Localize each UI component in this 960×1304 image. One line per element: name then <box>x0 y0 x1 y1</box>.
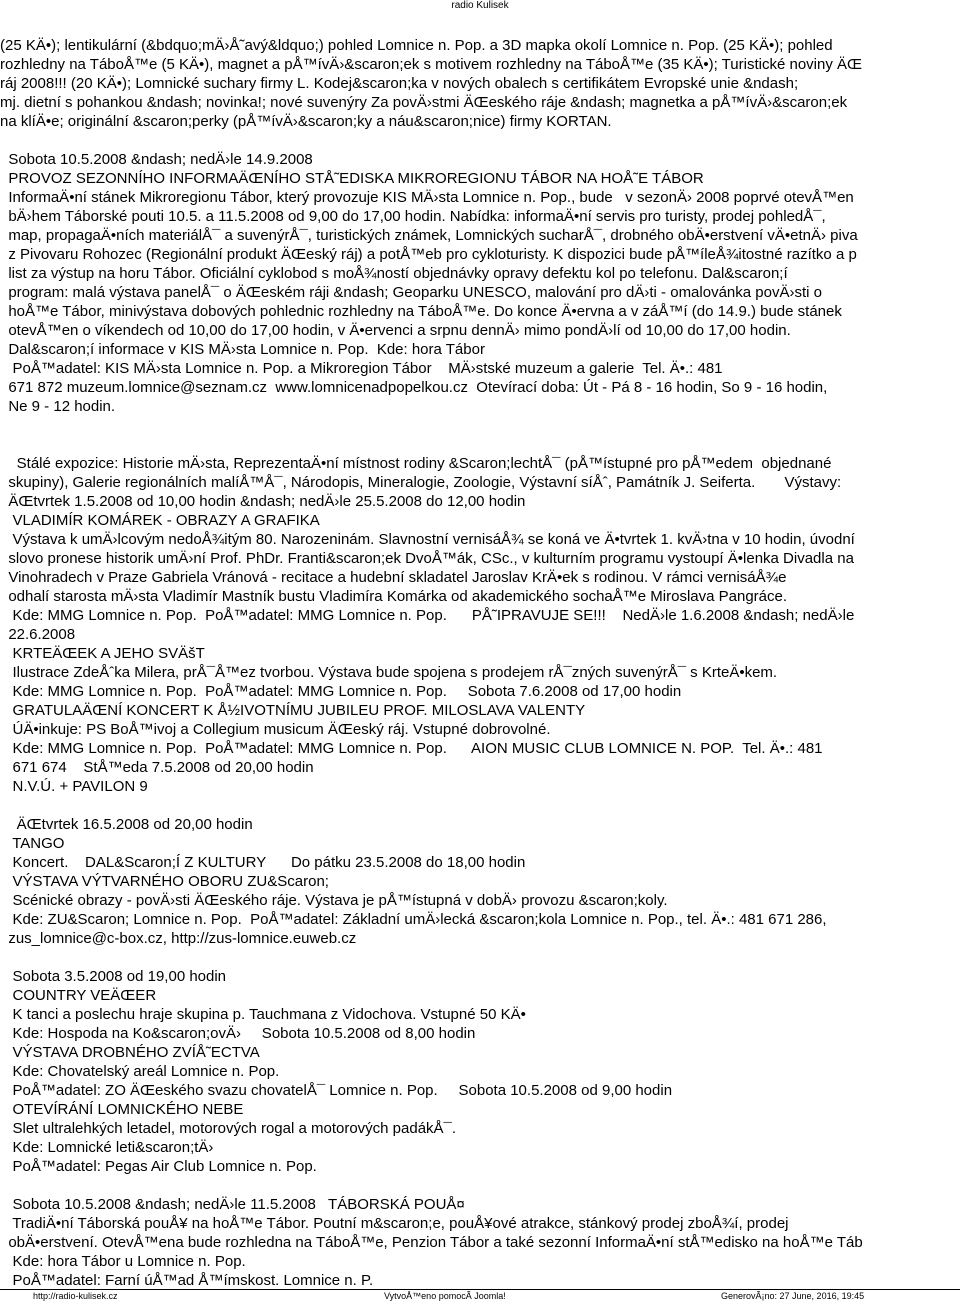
text-line: Stálé expozice: Historie mÄ›sta, ReprezentaÄ•ní místnost rodiny &Scaron;lechtÅ¯ (pÅ™ístupné pro pÅ™edem objednané <box>0 455 832 472</box>
text-line: KRTEÄŒEK A JEHO SVÄšT <box>0 645 205 662</box>
text-line: otevÅ™en o víkendech od 10,00 do 17,00 hodin, v Ä•ervenci a srpnu dennÄ› mimo pondÄ›lí od 10,00 do 17,00 hodin. <box>0 322 791 339</box>
text-line: Sobota 10.5.2008 &ndash; nedÄ›le 14.9.2008 <box>0 151 313 168</box>
text-line: VLADIMÍR KOMÁREK - OBRAZY A GRAFIKA <box>0 512 320 529</box>
blank-line <box>0 1176 960 1195</box>
footer-generated-date: GenerovÃ¡no: 27 June, 2016, 19:45 <box>721 1291 865 1301</box>
text-line: PoÅ™adatel: KIS MÄ›sta Lomnice n. Pop. a Mikroregion Tábor MÄ›stské muzeum a galerie Tel. Ä•.: 481 <box>0 360 723 377</box>
blank-line <box>0 435 960 454</box>
text-line: PoÅ™adatel: ZO ÄŒeského svazu chovatelÅ¯ Lomnice n. Pop. Sobota 10.5.2008 od 9,00 hodin <box>0 1082 673 1099</box>
page-header-title: radio Kulisek <box>451 0 509 11</box>
text-line: TANGO <box>0 835 65 852</box>
text-line: 671 872 muzeum.lomnice@seznam.cz www.lomnicenadpopelkou.cz Otevírací doba: Út - Pá 8 - 16 hodin, So 9 - 16 hodin, <box>0 379 828 396</box>
text-line: ÚÄ•inkuje: PS BoÅ™ivoj a Collegium musicum ÄŒeský ráj. Vstupné dobrovolné. <box>0 721 551 738</box>
text-line: PROVOZ SEZONNÍHO INFORMAÄŒNÍHO STÅ˜EDISKA MIKROREGIONU TÁBOR NA HOÅ˜E TÁBOR <box>0 170 704 187</box>
text-line: GRATULAÄŒNÍ KONCERT K Å½IVOTNÍMU JUBILEU PROF. MILOSLAVA VALENTY <box>0 702 586 719</box>
text-line: odhalí starosta mÄ›sta Vladimír Mastník bustu Vladimíra Komárka od akademického sochaÅ™e Miroslava Pangráce. <box>0 588 788 605</box>
text-line: Kde: hora Tábor u Lomnice n. Pop. <box>0 1253 246 1270</box>
text-line: PoÅ™adatel: Farní úÅ™ad Å™ímskost. Lomnice n. P. <box>0 1272 374 1286</box>
text-line: TradiÄ•ní Táborská pouÅ¥ na hoÅ™e Tábor. Poutní m&scaron;e, pouÅ¥ové atrakce, stánkový prodej zboÅ¾í, prodej <box>0 1215 789 1232</box>
text-line: Ilustrace ZdeÅˆka Milera, prÅ¯Å™ez tvorbou. Výstava bude spojena s prodejem rÅ¯zných suvenýrÅ¯ s KrteÄ•kem. <box>0 664 778 681</box>
text-line: K tanci a poslechu hraje skupina p. Tauchmana z Vidochova. Vstupné 50 KÄ• <box>0 1006 526 1023</box>
article-body <box>0 36 960 1286</box>
text-line: N.V.Ú. + PAVILON 9 <box>0 778 148 795</box>
text-line: Scénické obrazy - povÄ›sti ÄŒeského ráje. Výstava je pÅ™ístupná v dobÄ› provozu &scaron;koly. <box>0 892 668 909</box>
text-line: Kde: ZU&Scaron; Lomnice n. Pop. PoÅ™adatel: Základní umÄ›lecká &scaron;kola Lomnice n. Pop., tel. Ä•.: 481 671 286, <box>0 911 827 928</box>
footer-site-link[interactable]: http://radio-kulisek.cz <box>33 1291 118 1301</box>
blank-line <box>0 416 960 435</box>
text-line: Kde: Lomnické leti&scaron;tÄ› <box>0 1139 214 1156</box>
text-line: mj. dietní s pohankou &ndash; novinka!; nové suvenýry Za povÄ›stmi ÄŒeského ráje &ndash; magnetka a pÅ™ívÄ›&scaron;ek <box>0 94 848 111</box>
text-line: zus_lomnice@c-box.cz, http://zus-lomnice.euweb.cz <box>0 930 357 947</box>
text-line: z Pivovaru Rohozec (Regionální produkt ÄŒeský ráj) a potÅ™eb pro cykloturisty. K dispozici bude pÅ™íleÅ¾itostné razítko a p <box>0 246 857 263</box>
text-line: Výstava k umÄ›lcovým nedoÅ¾itým 80. Narozeninám. Slavnostní vernisáÅ¾ se koná ve Ä•tvrtek 1. kvÄ›tna v 10 hodin, úvodní <box>0 531 855 548</box>
text-line: hoÅ™e Tábor, minivýstava dobových pohlednic rozhledny na TáboÅ™e. Do konce Ä•ervna a v záÅ™í (do 14.9.) bude stánek <box>0 303 842 320</box>
text-line: na klíÄ•e; originální &scaron;perky (pÅ™ívÄ›&scaron;ky a náu&scaron;nice) firmy KORTAN. <box>0 113 612 130</box>
text-line: Sobota 10.5.2008 &ndash; nedÄ›le 11.5.2008 TÁBORSKÁ POUÅ¤ <box>0 1196 465 1213</box>
text-line: Kde: Chovatelský areál Lomnice n. Pop. <box>0 1063 280 1080</box>
text-line: Kde: MMG Lomnice n. Pop. PoÅ™adatel: MMG Lomnice n. Pop. Sobota 7.6.2008 od 17,00 hodin <box>0 683 682 700</box>
text-line: InformaÄ•ní stánek Mikroregionu Tábor, který provozuje KIS MÄ›sta Lomnice n. Pop., bude v sezonÄ› 2008 poprvé otevÅ™en <box>0 189 854 206</box>
text-line: (25 KÄ•); lentikulární (&bdquo;mÄ›Å˜avý&ldquo;) pohled Lomnice n. Pop. a 3D mapka okolí Lomnice n. Pop. (25 KÄ•); pohled <box>0 37 833 54</box>
text-line: list za výstup na horu Tábor. Oficiální cyklobod s moÅ¾ností objednávky opravy defektu kol po telefonu. Dal&scaron;í <box>0 265 788 282</box>
text-line: ÄŒtvrtek 16.5.2008 od 20,00 hodin <box>0 816 253 833</box>
text-line: ÄŒtvrtek 1.5.2008 od 10,00 hodin &ndash; nedÄ›le 25.5.2008 do 12,00 hodin <box>0 493 526 510</box>
blank-line <box>0 131 960 150</box>
text-line: Koncert. DAL&Scaron;Í Z KULTURY Do pátku 23.5.2008 do 18,00 hodin <box>0 854 526 871</box>
blank-line <box>0 948 960 967</box>
text-line: program: malá výstava panelÅ¯ o ÄŒeském ráji &ndash; Geoparku UNESCO, malování pro dÄ›ti - omalovánka povÄ›sti o <box>0 284 822 301</box>
text-line: OTEVÍRÁNÍ LOMNICKÉHO NEBE <box>0 1101 244 1118</box>
text-line: VÝSTAVA VÝTVARNÉHO OBORU ZU&Scaron; <box>0 873 329 890</box>
text-line: map, propagaÄ•ních materiálÅ¯ a suvenýrÅ¯, turistických známek, Lomnických sucharÅ¯, drobného obÄ•erstvení vÄ•etnÄ› piva <box>0 227 858 244</box>
text-line: Kde: MMG Lomnice n. Pop. PoÅ™adatel: MMG Lomnice n. Pop. PÅ˜IPRAVUJE SE!!! NedÄ›le 1.6.2008 &ndash; nedÄ›le <box>0 607 855 624</box>
text-line: rozhledny na TáboÅ™e (5 KÄ•), magnet a pÅ™ívÄ›&scaron;ek s motivem rozhledny na TáboÅ™e (35 KÄ•); Turistické noviny ÄŒ <box>0 56 863 73</box>
blank-line <box>0 796 960 815</box>
text-line: Slet ultralehkých letadel, motorových rogal a motorových padákÅ¯. <box>0 1120 457 1137</box>
text-line: Dal&scaron;í informace v KIS MÄ›sta Lomnice n. Pop. Kde: hora Tábor <box>0 341 485 358</box>
text-line: slovo pronese historik umÄ›ní Prof. PhDr. Franti&scaron;ek DvoÅ™ák, CSc., v kulturním programu vystoupí Ä•lenka Divadla na <box>0 550 854 567</box>
text-line: ráj 2008!!! (20 KÄ•); Lomnické suchary firmy L. Kodej&scaron;ka v nových obalech s certifikátem Evropské unie &ndash; <box>0 75 799 92</box>
text-line: Sobota 3.5.2008 od 19,00 hodin <box>0 968 227 985</box>
text-line: COUNTRY VEÄŒER <box>0 987 157 1004</box>
text-line: Vinohradech v Praze Gabriela Vránová - recitace a hudební skladatel Jaroslav KrÄ•ek s rodinou. V rámci vernisáÅ¾e <box>0 569 787 586</box>
text-line: PoÅ™adatel: Pegas Air Club Lomnice n. Pop. <box>0 1158 317 1175</box>
text-line: 671 674 StÅ™eda 7.5.2008 od 20,00 hodin <box>0 759 314 776</box>
text-line: 22.6.2008 <box>0 626 76 643</box>
text-line: skupiny), Galerie regionálních malíÅ™Å¯, Národopis, Mineralogie, Zoologie, Výstavní síÅˆ, Památník J. Seiferta. Výstavy: <box>0 474 842 491</box>
text-line: Kde: MMG Lomnice n. Pop. PoÅ™adatel: MMG Lomnice n. Pop. AION MUSIC CLUB LOMNICE N. POP. Tel. Ä•.: 481 <box>0 740 823 757</box>
footer-made-with: VytvoÅ™eno pomocÃ Joomla! <box>384 1291 506 1301</box>
text-line: Ne 9 - 12 hodin. <box>0 398 116 415</box>
text-line: VÝSTAVA DROBNÉHO ZVÍÅ˜ECTVA <box>0 1044 260 1061</box>
text-line: Kde: Hospoda na Ko&scaron;ovÄ› Sobota 10.5.2008 od 8,00 hodin <box>0 1025 476 1042</box>
text-line: obÄ•erstvení. OtevÅ™ena bude rozhledna na TáboÅ™e, Penzion Tábor a také sezonní InformaÄ•ní stÅ™edisko na hoÅ™e Táb <box>0 1234 863 1251</box>
page-footer <box>0 1289 960 1304</box>
text-line: bÄ›hem Táborské pouti 10.5. a 11.5.2008 od 9,00 do 17,00 hodin. Nabídka: informaÄ•ní servis pro turisty, prodej pohledÅ¯, <box>0 208 826 225</box>
